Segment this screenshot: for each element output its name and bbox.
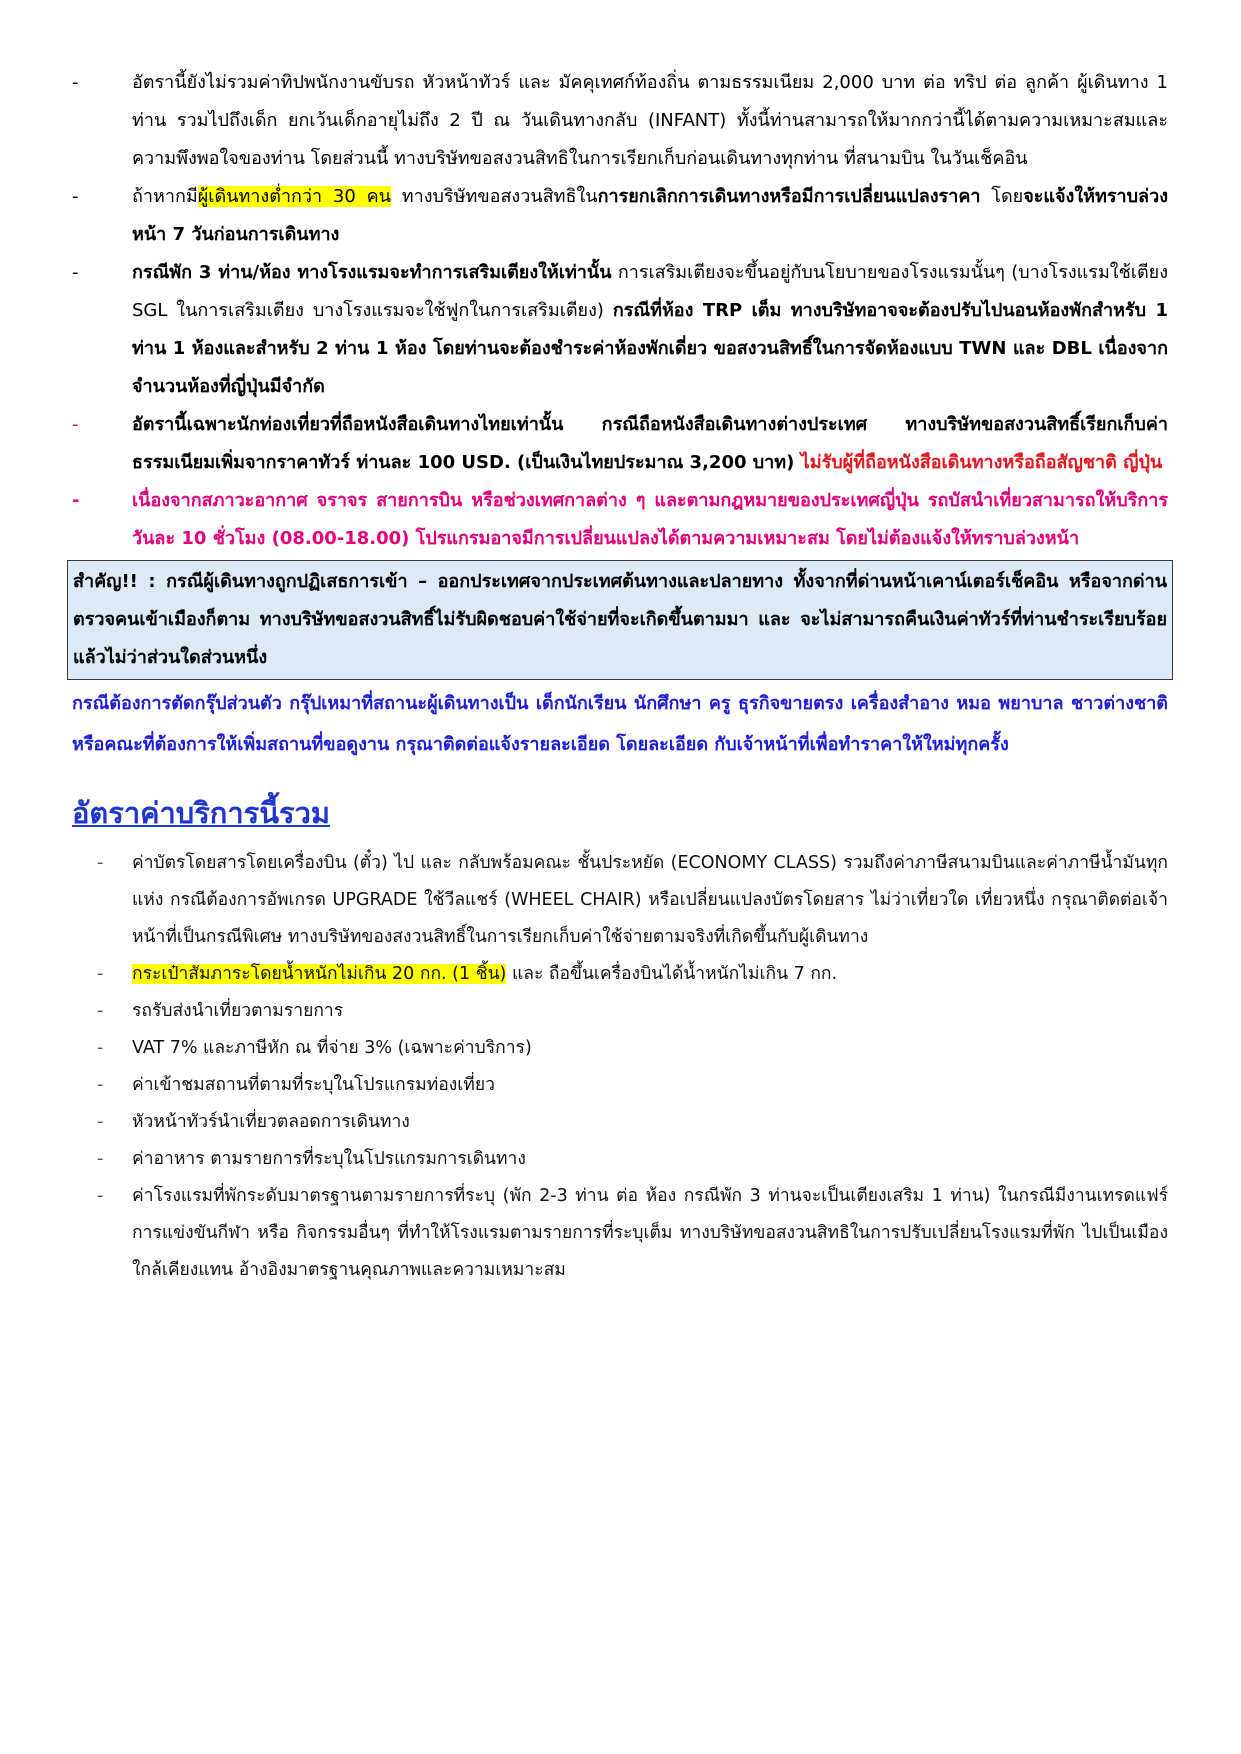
highlighted-text: ผู้เดินทางต่ำกว่า 30 คน xyxy=(197,186,391,207)
included-item-vat xyxy=(72,1030,1168,1067)
important-notice-box xyxy=(67,560,1173,680)
note-text: การเสริมเตียงจะขึ้นอยู่กับนโยบายของโรงแรมนั้นๆ (บางโรงแรมใช้เตียง SGL ในการเสริมเตียง บางโรงแรมจะใช้ฟูกในการเสริมเตียง) xyxy=(132,262,1168,321)
included-item-admission xyxy=(72,1067,1168,1104)
list-item-text: ค่าอาหาร ตามรายการที่ระบุในโปรแกรมการเดินทาง xyxy=(132,1149,526,1169)
included-item-airfare xyxy=(72,845,1168,956)
private-group-note xyxy=(72,683,1168,765)
bullet-dash: - xyxy=(97,1112,104,1132)
bullet-dash: - xyxy=(97,964,104,984)
bullet-dash: - xyxy=(97,1075,104,1095)
list-item-text: ค่าโรงแรมที่พักระดับมาตรฐานตามรายการที่ระบุ (พัก 2-3 ท่าน ต่อ ห้อง กรณีพัก 3 ท่านจะเป็นเตียงเสริม 1 ท่าน) ในกรณีมีงานเทรดแฟร์ การแข่งขันกีฬา หรือ กิจกรรมอื่นๆ ที่ทำให้โรงแรมตามรายการที่ระบุเต็ม ทางบริษัทขอสงวนสิทธิในการปรับเปลี่ยนโรงแรมที่พัก ไปเป็นเมืองใกล้เคียงแทน อ้างอิงมาตรฐานคุณภาพและความเหมาะสม xyxy=(132,1186,1168,1280)
included-item-meals xyxy=(72,1141,1168,1178)
bullet-dash: - xyxy=(97,1038,104,1058)
important-notice-text: สำคัญ!! : กรณีผู้เดินทางถูกปฏิเสธการเข้า – ออกประเทศจากประเทศต้นทางและปลายทาง ทั้งจากที่ด่านหน้าเคาน์เตอร์เช็คอิน หรือจากด่านตรวจคนเข้าเมืองก็ตาม ทางบริษัทขอสงวนสิทธิ์ไม่รับผิดชอบค่าใช้จ่ายที่จะเกิดขึ้นตามมา และ จะไม่สามารถคืนเงินค่าทัวร์ที่ท่านชำระเรียบร้อยแล้วไม่ว่าส่วนใดส่วนหนึ่ง xyxy=(73,571,1167,668)
highlighted-text: กระเป๋าสัมภาระโดยน้ำหนักไม่เกิน 20 กก. (1 ชิ้น) xyxy=(132,964,507,984)
list-item-text: VAT 7% และภาษีหัก ณ ที่จ่าย 3% (เฉพาะค่าบริการ) xyxy=(132,1038,532,1058)
included-item-baggage xyxy=(72,956,1168,993)
included-item-transport xyxy=(72,993,1168,1030)
note-minimum-passengers xyxy=(72,178,1168,254)
list-item-text: และ ถือขึ้นเครื่องบินได้น้ำหนักไม่เกิน 7 กก. xyxy=(506,964,838,984)
included-heading: อัตราค่าบริการนี้รวม xyxy=(72,796,330,830)
bold-text: จะแจ้งให้ทราบล่วงหน้า 7 วันก่อนการเดินทาง xyxy=(132,186,1168,245)
bullet-dash: - xyxy=(97,1001,104,1021)
note-text: ทางบริษัทขอสงวนสิทธิใน xyxy=(390,186,598,207)
included-item-tour-leader xyxy=(72,1104,1168,1141)
bold-text: การยกเลิกการเดินทางหรือมีการเปลี่ยนแปลงราคา xyxy=(597,186,981,207)
bullet-dash: - xyxy=(72,262,79,283)
list-item-text: ค่าบัตรโดยสารโดยเครื่องบิน (ตั๋ว) ไป และ กลับพร้อมคณะ ชั้นประหยัด (ECONOMY CLASS) รวมถึงค่าภาษีสนามบินและค่าภาษีน้ำมันทุกแห่ง กรณีต้องการอัพเกรด UPGRADE ใช้วีลแชร์ (WHEEL CHAIR) หรือเปลี่ยนแปลงบัตรโดยสาร ไม่ว่าเที่ยวใด เที่ยวหนึ่ง กรุณาติดต่อเจ้าหน้าที่เป็นกรณีพิเศษ ทางบริษัทของสงวนสิทธิ์ในการเรียกเก็บค่าใช้จ่ายตามจริงที่เกิดขึ้นกับผู้เดินทาง xyxy=(132,853,1168,947)
list-item-text: รถรับส่งนำเที่ยวตามรายการ xyxy=(132,1001,344,1021)
bold-text: อัตรานี้เฉพาะนักท่องเที่ยวที่ถือหนังสือเดินทางไทยเท่านั้น กรณีถือหนังสือเดินทางต่างประเทศ ทางบริษัทขอสงวนสิทธิ์เรียกเก็บค่าธรรมเนียมเพิ่มจากราคาทัวร์ ท่านละ 100 USD. (เป็นเงินไทยประมาณ 3,200 บาท) xyxy=(132,414,1168,473)
list-item-text: ค่าเข้าชมสถานที่ตามที่ระบุในโปรแกรมท่องเที่ยว xyxy=(132,1075,495,1095)
note-text: ถ้าหากมี xyxy=(132,186,198,207)
bold-text: กรณีพัก 3 ท่าน/ห้อง ทางโรงแรมจะทำการเสริมเตียงให้เท่านั้น xyxy=(132,262,612,283)
bold-text: กรณีที่ห้อง TRP เต็ม ทางบริษัทอาจจะต้องปรับไปนอนห้องพักสำหรับ 1 ท่าน 1 ห้องและสำหรับ 2 ท่าน 1 ห้อง โดยท่านจะต้องชำระค่าห้องพักเดี่ยว ขอสงวนสิทธิ์ในการจัดห้องแบบ TWN และ DBL เนื่องจากจำนวนห้องที่ญี่ปุ่นมีจำกัด xyxy=(132,300,1168,397)
bullet-dash: - xyxy=(97,1149,104,1169)
bullet-dash: - xyxy=(72,490,80,511)
red-warning-text: ไม่รับผู้ที่ถือหนังสือเดินทางหรือถือสัญชาติ ญี่ปุ่น xyxy=(794,452,1163,473)
bullet-dash: - xyxy=(72,186,79,207)
list-item-text: หัวหน้าทัวร์นำเที่ยวตลอดการเดินทาง xyxy=(132,1112,410,1132)
private-group-text: กรณีต้องการตัดกรุ๊ปส่วนตัว กรุ๊ปเหมาที่สถานะผู้เดินทางเป็น เด็กนักเรียน นักศึกษา ครู ธุรกิจขายตรง เครื่องสำอาง หมอ พยาบาล ชาวต่างชาติ หรือคณะที่ต้องการให้เพิ่มสถานที่ขอดูงาน กรุณาติดต่อแจ้งรายละเอียด โดยละเอียด กับเจ้าหน้าที่เพื่อทำราคาให้ใหม่ทุกครั้ง xyxy=(72,693,1168,755)
included-item-hotel xyxy=(72,1178,1168,1289)
bullet-dash: - xyxy=(72,72,79,93)
note-bus-hours xyxy=(72,482,1168,558)
note-tips-text: อัตรานี้ยังไม่รวมค่าทิปพนักงานขับรถ หัวหน้าทัวร์ และ มัคคุเทศก์ท้องถิ่น ตามธรรมเนียม 2,000 บาท ต่อ ทริป ต่อ ลูกค้า ผู้เดินทาง 1 ท่าน รวมไปถึงเด็ก ยกเว้นเด็กอายุไม่ถึง 2 ปี ณ วันเดินทางกลับ (INFANT) ทั้งนี้ท่านสามารถให้มากกว่านี้ได้ตามความเหมาะสมและความพึงพอใจของท่าน โดยส่วนนี้ ทางบริษัทขอสงวนสิทธิในการเรียกเก็บก่อนเดินทางทุกท่าน ที่สนามบิน ในวันเช็คอิน xyxy=(132,72,1168,169)
note-tips xyxy=(72,64,1168,178)
note-text: โดย xyxy=(980,186,1024,207)
note-triple-room xyxy=(72,254,1168,406)
note-thai-passport xyxy=(72,406,1168,482)
note-text: เนื่องจากสภาวะอากาศ จราจร สายการบิน หรือช่วงเทศกาลต่าง ๆ และตามกฎหมายของประเทศญี่ปุ่น รถบัสนำเที่ยวสามารถให้บริการวันละ 10 ชั่วโมง (08.00-18.00) โปรแกรมอาจมีการเปลี่ยนแปลงได้ตามความเหมาะสม โดยไม่ต้องแจ้งให้ทราบล่วงหน้า xyxy=(132,490,1168,549)
bullet-dash: - xyxy=(97,1186,104,1206)
bullet-dash: - xyxy=(97,853,104,873)
bullet-dash: - xyxy=(72,414,79,435)
